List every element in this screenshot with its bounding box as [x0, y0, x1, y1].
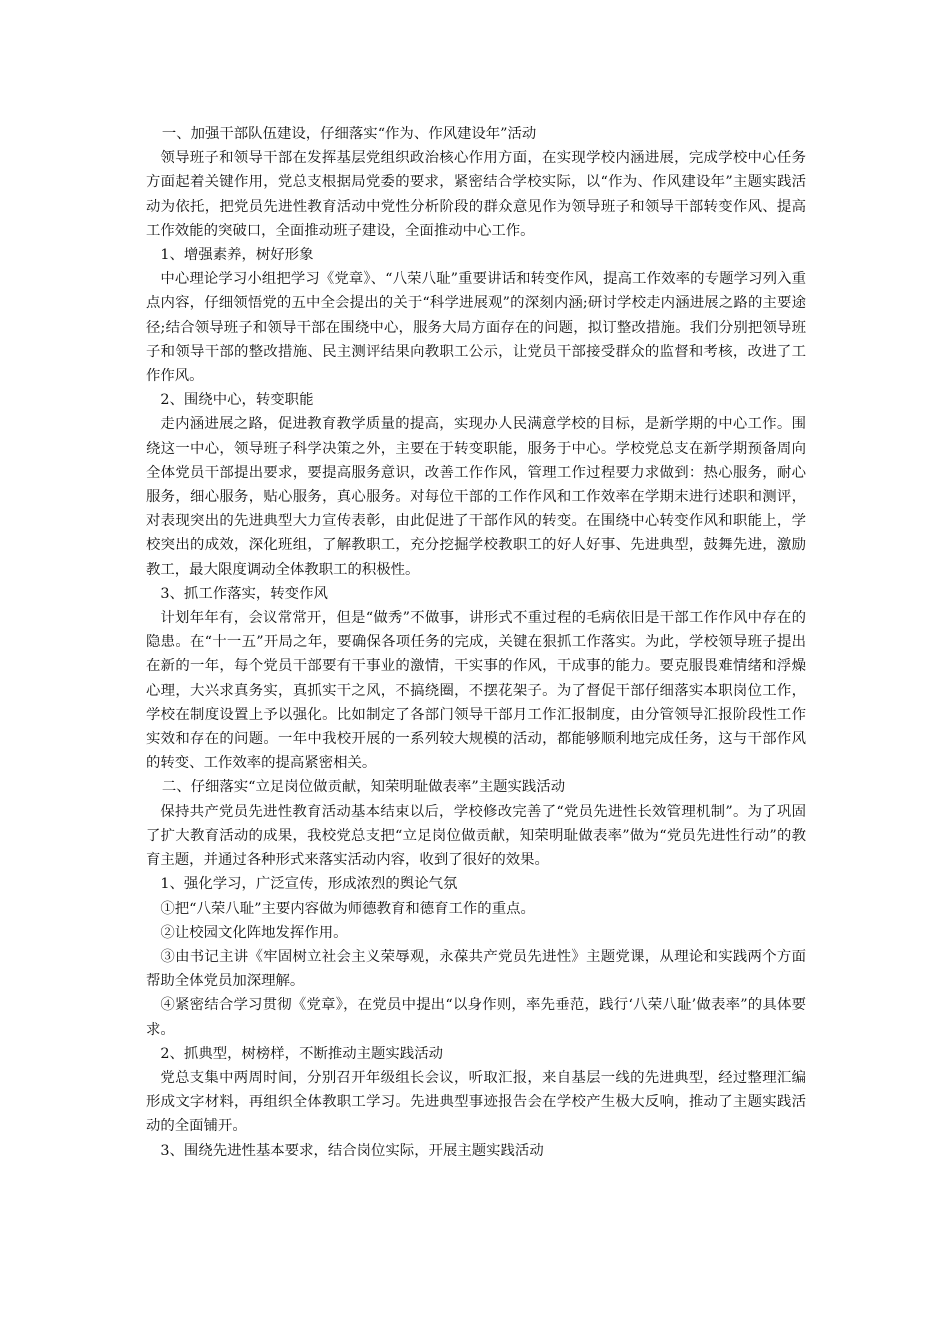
body-paragraph: 走内涵进展之路，促进教育教学质量的提高，实现办人民满意学校的目标，是新学期的中心工作。围绕这一中心，领导班子科学决策之外，主要在于转变职能，服务于中心。学校党总支在新学期预备周向全体党员干部提出要求，要提高服务意识，改善工作作风，管理工作过程要力求做到：热心服务，耐心服务，细心服务，贴心服务，真心服务。对每位干部的工作作风和工作效率在学期末进行述职和测评，对表现突出的先进典型大力宣传表彰，由此促进了干部作风的转变。在围绕中心转变作风和职能上，学校突出的成效，深化班组，了解教职工，充分挖掘学校教职工的好人好事、先进典型，鼓舞先进，激励教工，最大限度调动全体教职工的积极性。 [146, 416, 806, 578]
body-paragraph: 中心理论学习小组把学习《党章》、“八荣八耻”重要讲话和转变作风，提高工作效率的专题学习列入重点内容，仔细领悟党的五中全会提出的关于“科学进展观”的深刻内涵;研讨学校走内涵进展之路的主要途径;结合领导班子和领导干部在围绕中心，服务大局方面存在的问题，拟订整改措施。我们分别把领导班子和领导干部的整改措施、民主测评结果向教职工公示，让党员干部接受群众的监督和考核，改进了工作作风。 [146, 271, 806, 385]
subsection-heading: 2、抓典型，树榜样，不断推动主题实践活动 [160, 1045, 443, 1062]
body-paragraph: 党总支集中两周时间，分别召开年级组长会议，听取汇报，来自基层一线的先进典型，经过整理汇编形成文字材料，再组织全体教职工学习。先进典型事迹报告会在学校产生极大反响，推动了主题实践活动的全面铺开。 [146, 1069, 806, 1135]
subsection-heading: 3、抓工作落实，转变作风 [160, 585, 328, 602]
section-heading-1: 一、加强干部队伍建设，仔细落实“作为、作风建设年”活动 [161, 126, 537, 142]
subsection-heading: 3、围绕先进性基本要求，结合岗位实际，开展主题实践活动 [160, 1142, 544, 1159]
document-body [146, 122, 806, 1163]
subsection-heading: 1、强化学习，广泛宣传，形成浓烈的舆论气氛 [160, 876, 458, 893]
subsection-heading: 1、增强素养，树好形象 [160, 247, 314, 264]
list-item: ④紧密结合学习贯彻《党章》，在党员中提出“以身作则，率先垂范，践行‘八荣八耻’做表率”的具体要求。 [146, 997, 806, 1038]
body-paragraph: 保持共产党员先进性教育活动基本结束以后，学校修改完善了“党员先进性长效管理机制”。为了巩固了扩大教育活动的成果，我校党总支把“立足岗位做贡献，知荣明耻做表率”做为“党员先进性行动”的教育主题，并通过各种形式来落实活动内容，收到了很好的效果。 [146, 803, 806, 869]
list-item: ②让校园文化阵地发挥作用。 [160, 924, 348, 941]
list-item: ①把“八荣八耻”主要内容做为师德教育和德育工作的重点。 [160, 900, 535, 917]
subsection-heading: 2、围绕中心，转变职能 [160, 392, 314, 409]
section-heading-2: 二、仔细落实“立足岗位做贡献，知荣明耻做表率”主题实践活动 [161, 779, 566, 796]
body-paragraph: 计划年年有，会议常常开，但是“做秀”不做事，讲形式不重过程的毛病依旧是干部工作作风中存在的隐患。在“十一五”开局之年，要确保各项任务的完成，关键在狠抓工作落实。为此，学校领导班子提出在新的一年，每个党员干部要有干事业的激情，干实事的作风，干成事的能力。要克服畏难情绪和浮燥心理，大兴求真务实，真抓实干之风，不搞绕圈，不摆花架子。为了督促干部仔细落实本职岗位工作，学校在制度设置上予以强化。比如制定了各部门领导干部月工作汇报制度，由分管领导汇报阶段性工作实效和存在的问题。一年中我校开展的一系列较大规模的活动，都能够顺利地完成任务，这与干部作风的转变、工作效率的提高紧密相关。 [146, 610, 806, 772]
list-item: ③由书记主讲《牢固树立社会主义荣辱观，永葆共产党员先进性》主题党课，从理论和实践两个方面帮助全体党员加深理解。 [146, 948, 806, 990]
body-paragraph: 领导班子和领导干部在发挥基层党组织政治核心作用方面，在实现学校内涵进展，完成学校中心任务方面起着关键作用，党总支根据局党委的要求，紧密结合学校实际，以“作为、作风建设年”主题实践活动为依托，把党员先进性教育活动中党性分析阶段的群众意见作为领导班子和领导干部转变作风、提高工作效能的突破口，全面推动班子建设，全面推动中心工作。 [146, 150, 806, 239]
